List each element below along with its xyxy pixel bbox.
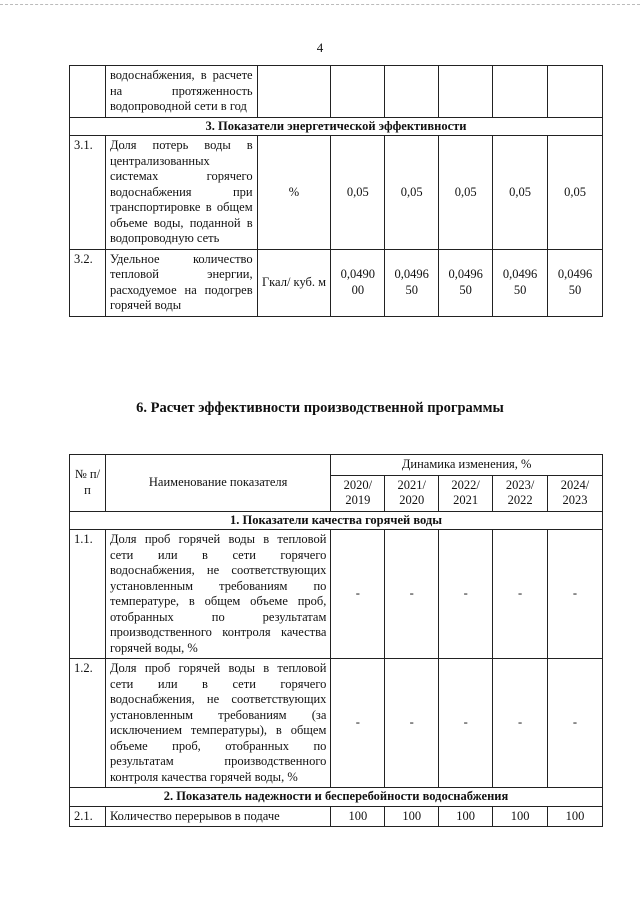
section-title: 1. Показатели качества горячей воды <box>70 511 603 530</box>
value-cell: - <box>493 530 548 659</box>
value-cell: 100 <box>385 806 439 827</box>
row-number <box>70 66 106 118</box>
efficiency-calculation-table <box>69 454 603 827</box>
section-heading: 6. Расчет эффективности производственной программы <box>136 400 504 416</box>
value-cell <box>439 66 493 118</box>
period-header: 2022/ 2021 <box>439 475 493 511</box>
value-cell: - <box>548 659 603 788</box>
table-row <box>70 249 603 316</box>
unit-cell: % <box>257 136 331 250</box>
header-row <box>70 455 603 476</box>
top-edge-line <box>0 4 640 6</box>
value-cell: 100 <box>493 806 548 827</box>
section-row <box>70 511 603 530</box>
unit-cell: Гкал/ куб. м <box>257 249 331 316</box>
value-cell: - <box>439 659 493 788</box>
period-header: 2021/ 2020 <box>385 475 439 511</box>
unit-cell <box>257 66 331 118</box>
period-header: 2020/ 2019 <box>331 475 385 511</box>
value-cell: 0,0496 50 <box>385 249 439 316</box>
row-number: 1.1. <box>70 530 106 659</box>
value-cell: - <box>439 530 493 659</box>
value-cell: - <box>385 659 439 788</box>
page-number: 4 <box>316 40 324 55</box>
value-cell: 0,0496 50 <box>439 249 493 316</box>
value-cell: - <box>385 530 439 659</box>
table-row <box>70 66 603 118</box>
value-cell: 0,0490 00 <box>331 249 385 316</box>
indicator-name: Доля проб горячей воды в тепловой сети или в сети горячего водоснабжения, не соответствующих установленным требованиям (за исключением температуры), в общем объеме проб, отобранных по результатам производственного контроля качества горячей воды, % <box>105 659 330 788</box>
value-cell: 0,05 <box>493 136 548 250</box>
indicator-name: Доля потерь воды в централизованных системах горячего водоснабжения при транспортировке в общем объеме воды, поданной в водопроводную сеть <box>105 136 257 250</box>
value-cell: - <box>331 530 385 659</box>
row-number: 3.1. <box>70 136 106 250</box>
col-number-header: № п/п <box>70 455 106 512</box>
section-title: 3. Показатели энергетической эффективности <box>70 117 603 136</box>
value-cell: 0,05 <box>548 136 603 250</box>
indicator-name: Доля проб горячей воды в тепловой сети или в сети горячего водоснабжения, не соответствующих установленным требованиям по температуре, в общем объеме проб, отобранных по результатам производственного контроля качества горячей воды, % <box>105 530 330 659</box>
energy-efficiency-table <box>69 65 603 317</box>
value-cell: 0,05 <box>331 136 385 250</box>
value-cell <box>548 66 603 118</box>
value-cell: 100 <box>548 806 603 827</box>
indicator-name: Количество перерывов в подаче <box>105 806 330 827</box>
table-row <box>70 530 603 659</box>
section-row <box>70 117 603 136</box>
col-dynamics-header: Динамика изменения, % <box>331 455 603 476</box>
col-name-header: Наименование показателя <box>105 455 330 512</box>
period-header: 2023/ 2022 <box>493 475 548 511</box>
value-cell <box>331 66 385 118</box>
row-number: 1.2. <box>70 659 106 788</box>
value-cell: 0,05 <box>385 136 439 250</box>
table-row <box>70 659 603 788</box>
value-cell: 100 <box>331 806 385 827</box>
section-row <box>70 788 603 807</box>
value-cell: - <box>493 659 548 788</box>
value-cell: 0,0496 50 <box>493 249 548 316</box>
indicator-name: водоснабжения, в расчете на протяженность водопроводной сети в год <box>105 66 257 118</box>
value-cell: 0,05 <box>439 136 493 250</box>
indicator-name: Удельное количество тепловой энергии, расходуемое на подогрев горячей воды <box>105 249 257 316</box>
table-row <box>70 136 603 250</box>
row-number: 3.2. <box>70 249 106 316</box>
value-cell <box>385 66 439 118</box>
value-cell: - <box>331 659 385 788</box>
value-cell: - <box>548 530 603 659</box>
table-row <box>70 806 603 827</box>
value-cell <box>493 66 548 118</box>
section-title: 2. Показатель надежности и бесперебойности водоснабжения <box>70 788 603 807</box>
value-cell: 0,0496 50 <box>548 249 603 316</box>
period-header: 2024/ 2023 <box>548 475 603 511</box>
value-cell: 100 <box>439 806 493 827</box>
row-number: 2.1. <box>70 806 106 827</box>
